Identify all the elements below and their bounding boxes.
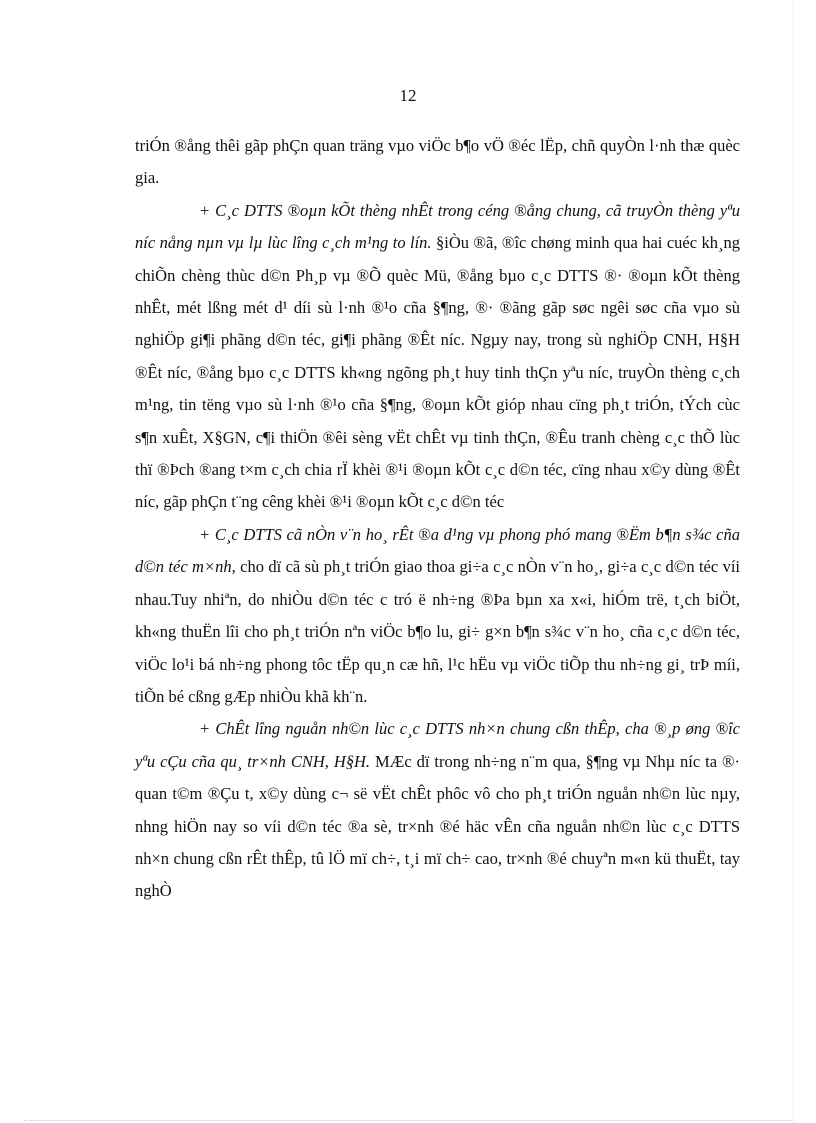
page-number: 12 bbox=[399, 86, 417, 105]
paragraph-body: §iÒu ®ã, ®îc chøng minh qua hai cuéc kh¸ng chiÕn chèng thùc d©n Ph¸p vµ ®Õ quèc Mü, ®ång bµo c¸c DTTS ®· ®oµn kÕt thèng nhÊt, mét lßng mét d¹ díi sù l·nh ®¹o cña §¶ng, ®· ®ãng gãp søc ngêi søc cña vµo sù nghiÖp gi¶i phãng d©n téc, gi¶i phãng ®Êt níc. Ngµy nay, trong sù nghiÖp CNH, H§H ®Êt níc, ®ång bµo c¸c DTTS kh«ng ngõng ph¸t huy tinh thÇn yªu níc, truyÒn thèng c¸ch m¹ng, tin tëng vµo sù l·nh ®¹o cña §¶ng, ®oµn kÕt gióp nhau cïng ph¸t triÓn, tÝch cùc s¶n xuÊt, X§GN, c¶i thiÖn ®êi sèng vËt chÊt vµ tinh thÇn, ®Êu tranh chèng c¸c thÕ lùc thï ®Þch ®ang t×m c¸ch chia rÏ khèi ®¹i ®oµn kÕt c¸c d©n téc, cïng nhau x©y dùng ®Êt níc, gãp phÇn t¨ng cêng khèi ®¹i ®oµn kÕt c¸c d©n téc bbox=[135, 233, 740, 512]
page-bottom-divider bbox=[24, 1120, 792, 1121]
paragraph-lead: + ChÊt lîng nguån nh©n lùc c¸c DTTS nh×n chung cßn thÊp, cha ®¸p øng ®îc yªu cÇu cña qu¸ tr×nh CNH, H§H. bbox=[135, 719, 740, 771]
paragraph-lead: + C¸c DTTS cã nÒn v¨n ho¸ rÊt ®a d¹ng vµ phong phó mang ®Ëm b¶n s¾c cña d©n téc m×nh, bbox=[135, 524, 740, 577]
paragraph-body: triÓn ®ång thêi gãp phÇn quan träng vµo viÖc b¶o vÖ ®éc lËp, chñ quyÒn l·nh thæ quèc gia. bbox=[135, 136, 740, 188]
paragraph-solidarity bbox=[135, 195, 740, 519]
body-text bbox=[135, 130, 740, 908]
paragraph-body: MÆc dï trong nh÷ng n¨m qua, §¶ng vµ Nhµ níc ta ®· quan t©m ®Çu t, x©y dùng c¬ së vËt chÊt phôc vô cho ph¸t triÓn nguån nh©n lùc nµy, nhng hiÖn nay so víi d©n téc ®a sè, tr×nh ®é häc vÊn cña nguån nh©n lùc c¸c DTTS nh×n chung cßn rÊt thÊp, tû lÖ mï ch÷, t¸i mï ch÷ cao, tr×nh ®é chuyªn m«n kü thuËt, tay nghÒ bbox=[135, 751, 740, 901]
paragraph-continuation bbox=[135, 130, 740, 195]
paragraph-human-resources bbox=[135, 713, 740, 907]
paragraph-body: cho dï cã sù ph¸t triÓn giao thoa gi÷a c¸c nÒn v¨n ho¸, gi÷a c¸c d©n téc víi nhau.Tuy nhiªn, do nhiÒu d©n téc c tró ë nh÷ng ®Þa bµn xa x«i, hiÓm trë, t¸ch biÖt, kh«ng thuËn lîi cho ph¸t triÓn nªn viÖc b¶o lu, gi÷ g×n b¶n s¾c v¨n ho¸ cña c¸c d©n téc, viÖc lo¹i bá nh÷ng phong tôc tËp qu¸n cæ hñ, l¹c hËu vµ viÖc tiÕp thu nh÷ng gi¸ trÞ míi, tiÕn bé cßng gÆp nhiÒu khã kh¨n. bbox=[135, 557, 741, 706]
page-right-edge bbox=[793, 0, 794, 1123]
paragraph-lead: + C¸c DTTS ®oµn kÕt thèng nhÊt trong céng ®ång chung, cã truyÒn thèng yªu níc nång nµn vµ lµ lùc lîng c¸ch m¹ng to lín. bbox=[135, 200, 740, 253]
paragraph-culture bbox=[135, 519, 740, 713]
